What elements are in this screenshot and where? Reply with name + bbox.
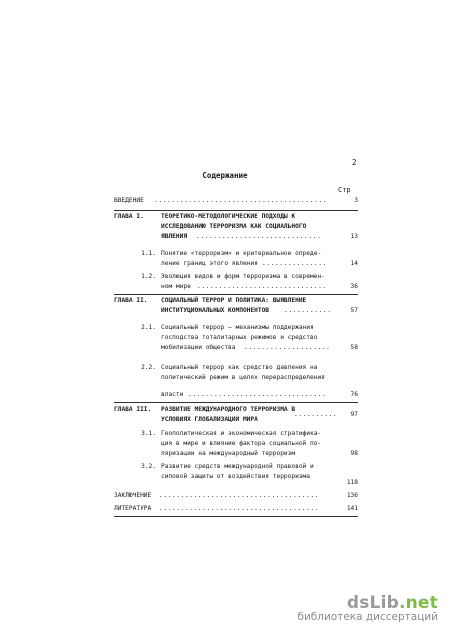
dot-leader: ........... [284, 307, 332, 314]
dot-leader: ............................. [196, 233, 322, 240]
toc-line: Эволюция видов и форм терроризма в современ- [161, 273, 325, 280]
toc-line: РАЗВИТИЕ МЕЖДУНАРОДНОГО ТЕРРОРИЗМА В [161, 406, 296, 413]
toc-page: 3 [354, 197, 358, 204]
page-number: 2 [352, 158, 357, 167]
toc-line-row [114, 478, 358, 488]
toc-line-row [114, 390, 358, 400]
divider [114, 402, 358, 403]
toc-entry-1-2 [114, 272, 358, 282]
toc-line: мобилизации общества [161, 344, 236, 351]
toc-line-row [114, 410, 358, 420]
toc-line: Социальный террор – механизмы поддержания [161, 324, 314, 331]
page-title: Содержание [202, 171, 248, 180]
toc-line-row [114, 222, 358, 232]
watermark [297, 593, 438, 623]
toc-label: ВВЕДЕНИЕ [114, 197, 144, 204]
toc-line: ляризации на международный терроризм [161, 450, 296, 457]
toc-line: власти [161, 391, 184, 398]
toc-line: силовой защиты от воздействия терроризма [161, 473, 311, 480]
divider [114, 210, 358, 211]
toc-line: УСЛОВИЯХ ГЛОБАЛИЗАЦИИ МИРА [161, 416, 258, 423]
toc-line-row [114, 282, 358, 292]
dot-leader: .......... [294, 411, 338, 418]
toc-page: 14 [350, 260, 358, 267]
toc-entry-introduction [114, 196, 358, 206]
toc-entry-conclusion [114, 491, 358, 501]
toc-line: ном мире [161, 283, 191, 290]
toc-line-row [114, 449, 358, 459]
toc-line-row [114, 333, 358, 343]
dot-leader: ..................................... [159, 505, 320, 512]
toc-label: ГЛАВА II. [114, 297, 148, 304]
toc-entry-2-2 [114, 363, 358, 373]
toc-section-number: 2.2. [141, 364, 156, 371]
toc-entry-literature [114, 504, 358, 514]
dot-leader: ................................ [188, 391, 327, 398]
toc-page: 58 [350, 344, 358, 351]
toc-line: ция в мире и влияние фактора социальной по- [161, 440, 322, 447]
toc-section-number: 3.1. [141, 430, 156, 437]
toc-entry-3-1 [114, 429, 358, 439]
toc-entry-3-2 [114, 462, 358, 472]
toc-page: 141 [346, 505, 358, 512]
dot-leader: ............... [262, 260, 327, 267]
toc-section-number: 3.2. [141, 463, 156, 470]
toc-line-row [114, 439, 358, 449]
toc-line: господства тоталитарных режимов и средство [161, 334, 318, 341]
toc-label: ЗАКЛЮЧЕНИЕ [114, 492, 152, 499]
toc-line: политический режим в целях перераспределения [161, 374, 325, 381]
toc-label: ГЛАВА I. [114, 213, 144, 220]
toc-line: Понятие «терроризм» и критериальное опреде- [161, 250, 322, 257]
toc-line: ИССЛЕДОВАНИЮ ТЕРРОРИЗМА КАК СОЦИАЛЬНОГО [161, 223, 307, 230]
toc-entry-chapter-1 [114, 212, 358, 222]
toc-entry-2-1 [114, 323, 358, 333]
toc-page: 118 [346, 479, 358, 486]
toc-section-number: 1.2. [141, 273, 156, 280]
toc-page: 98 [350, 450, 358, 457]
toc-line-row [114, 259, 358, 269]
toc-line: СОЦИАЛЬНЫЙ ТЕРРОР И ПОЛИТИКА: ВЫЯВЛЕНИЕ [161, 297, 307, 304]
toc-line: Развитие средств международной правовой и [161, 463, 314, 470]
toc-entry-chapter-2 [114, 296, 358, 306]
toc-page: 13 [350, 233, 358, 240]
watermark-logo[interactable] [297, 593, 438, 613]
logo-main: dsLib [346, 593, 399, 613]
logo-tld: .net [398, 593, 438, 613]
toc-line-row [114, 343, 358, 353]
toc-line-row [114, 373, 358, 383]
toc-label: ЛИТЕРАТУРА [114, 505, 152, 512]
toc-page: 36 [350, 283, 358, 290]
toc-line: ЯВЛЕНИЯ [161, 233, 188, 240]
toc-line: Социальный террор как средство давления на [161, 364, 318, 371]
toc-line: Геополитическая и экономическая стратифика- [161, 430, 322, 437]
toc-section-number: 1.1. [141, 250, 156, 257]
toc-line-row [114, 306, 358, 316]
toc-page: 57 [350, 307, 358, 314]
toc-page: 97 [350, 411, 358, 418]
toc-label: ГЛАВА III. [114, 406, 152, 413]
toc-line: ление границ этого явления [161, 260, 258, 267]
dot-leader: .............................. [197, 283, 327, 290]
toc-line-row [114, 232, 358, 242]
dot-leader: ........................................ [154, 197, 328, 204]
toc-page: 136 [346, 492, 358, 499]
toc-section-number: 2.1. [141, 324, 156, 331]
dot-leader: ..................................... [159, 492, 320, 499]
toc-line: ТЕОРЕТИКО-МЕТОДОЛОГИЧЕСКИЕ ПОДХОДЫ К [161, 213, 296, 220]
divider [114, 294, 358, 295]
toc-entry-1-1 [114, 249, 358, 259]
toc-page: 76 [350, 391, 358, 398]
divider [114, 516, 358, 517]
watermark-subtitle: библиотека диссертаций [297, 611, 438, 623]
page-column-header: Стр [338, 186, 351, 194]
toc-line: ИНСТИТУЦИОНАЛЬНЫХ КОМПОНЕНТОВ [161, 307, 270, 314]
dot-leader: .................... [244, 344, 331, 351]
